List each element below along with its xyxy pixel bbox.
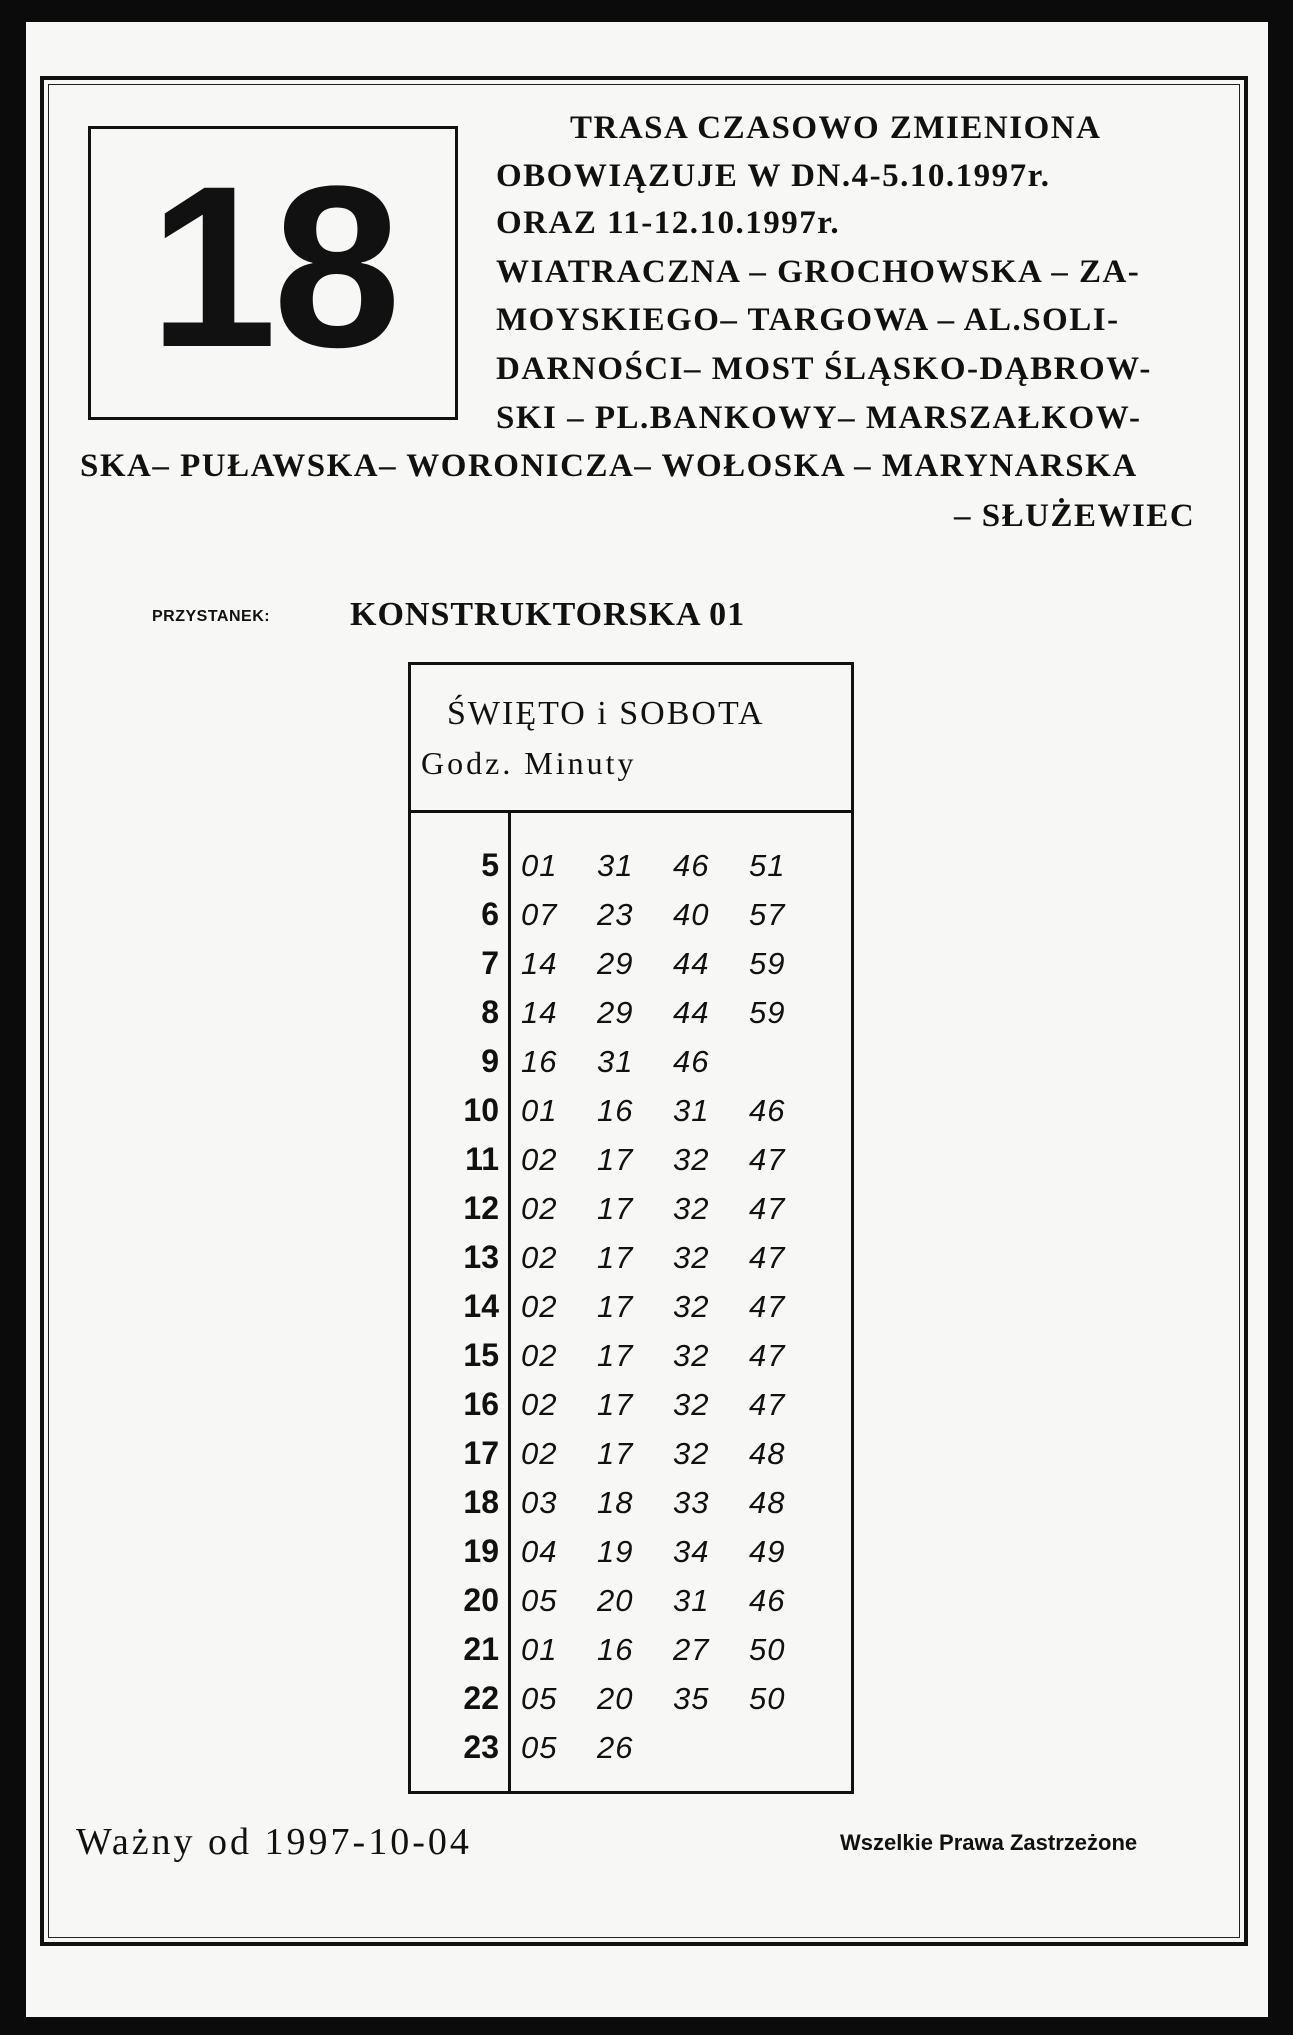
hour-cell: 17	[463, 1435, 499, 1471]
minute-cell: 46	[749, 1093, 786, 1128]
minute-cell: 05	[521, 1681, 558, 1716]
hour-cell: 6	[481, 896, 499, 932]
minute-cell: 17	[597, 1387, 634, 1422]
minute-cell: 47	[749, 1289, 786, 1324]
table-row	[411, 841, 851, 890]
stop-label: PRZYSTANEK:	[152, 608, 271, 625]
route-line: – SŁUŻEWIEC	[954, 498, 1196, 534]
minute-cell: 47	[749, 1240, 786, 1275]
minute-cell: 02	[521, 1142, 558, 1177]
minute-cell: 33	[673, 1485, 710, 1520]
minute-cell: 48	[749, 1436, 786, 1471]
rights-notice: Wszelkie Prawa Zastrzeżone	[840, 1830, 1138, 1855]
minute-cell: 02	[521, 1387, 558, 1422]
table-row	[411, 988, 851, 1037]
minute-cell: 32	[673, 1387, 710, 1422]
minute-cell: 32	[673, 1240, 710, 1275]
line-number: 18	[149, 138, 397, 395]
minute-cell: 02	[521, 1436, 558, 1471]
minute-cell: 57	[749, 897, 786, 932]
hour-cell: 19	[463, 1533, 499, 1569]
minute-cell: 44	[673, 946, 710, 981]
minute-cell: 35	[673, 1681, 710, 1716]
minute-cell: 32	[673, 1289, 710, 1324]
table-row	[411, 1576, 851, 1625]
minute-cell: 16	[521, 1044, 558, 1079]
hour-cell: 22	[463, 1680, 499, 1716]
table-row	[411, 1478, 851, 1527]
minute-cell: 47	[749, 1387, 786, 1422]
route-line: SKA– PUŁAWSKA– WORONICZA– WOŁOSKA – MARYNARSKA	[80, 448, 1138, 484]
table-row	[411, 1674, 851, 1723]
minute-cell: 17	[597, 1191, 634, 1226]
minute-cell: 50	[749, 1681, 786, 1716]
minute-cell: 31	[597, 848, 634, 883]
hour-cell: 15	[463, 1337, 499, 1373]
minute-cell: 31	[673, 1093, 710, 1128]
table-row	[411, 1625, 851, 1674]
hour-cell: 7	[481, 945, 499, 981]
departure-rows	[411, 841, 851, 1772]
minute-cell: 01	[521, 848, 558, 883]
minute-cell: 05	[521, 1583, 558, 1618]
day-type: ŚWIĘTO i SOBOTA	[447, 695, 765, 732]
table-row	[411, 1723, 851, 1772]
minute-cell: 50	[749, 1632, 786, 1667]
minute-cell: 23	[597, 897, 634, 932]
minute-cell: 17	[597, 1289, 634, 1324]
table-row	[411, 1380, 851, 1429]
minute-cell: 18	[597, 1485, 634, 1520]
minute-cell: 46	[749, 1583, 786, 1618]
table-row	[411, 1429, 851, 1478]
table-row	[411, 1233, 851, 1282]
table-row	[411, 1086, 851, 1135]
minute-cell: 31	[597, 1044, 634, 1079]
minute-cell: 40	[673, 897, 710, 932]
minute-cell: 31	[673, 1583, 710, 1618]
line-number-box	[88, 126, 458, 420]
minute-cell: 02	[521, 1240, 558, 1275]
minute-cell: 01	[521, 1632, 558, 1667]
route-line: WIATRACZNA – GROCHOWSKA – ZA-	[496, 254, 1141, 290]
minute-cell: 14	[521, 995, 558, 1030]
hour-cell: 18	[463, 1484, 499, 1520]
table-row	[411, 1037, 851, 1086]
minute-cell: 29	[597, 995, 634, 1030]
minute-cell: 59	[749, 946, 786, 981]
minute-cell: 59	[749, 995, 786, 1030]
hour-cell: 21	[463, 1631, 499, 1667]
notice-title: TRASA CZASOWO ZMIENIONA	[570, 110, 1102, 146]
minute-cell: 26	[597, 1730, 634, 1765]
minute-cell: 47	[749, 1338, 786, 1373]
valid-from: Ważny od 1997-10-04	[76, 1821, 472, 1863]
table-row	[411, 1282, 851, 1331]
minute-cell: 32	[673, 1338, 710, 1373]
minute-cell: 44	[673, 995, 710, 1030]
minute-cell: 17	[597, 1436, 634, 1471]
minute-cell: 32	[673, 1436, 710, 1471]
minute-cell: 05	[521, 1730, 558, 1765]
table-header	[411, 665, 851, 813]
minute-cell: 03	[521, 1485, 558, 1520]
table-row	[411, 1184, 851, 1233]
table-row	[411, 1527, 851, 1576]
hour-cell: 11	[465, 1141, 499, 1177]
hour-cell: 23	[463, 1729, 499, 1765]
minute-cell: 48	[749, 1485, 786, 1520]
minute-cell: 20	[597, 1681, 634, 1716]
hour-cell: 5	[481, 847, 499, 883]
minute-cell: 34	[673, 1534, 710, 1569]
minute-cell: 07	[521, 897, 558, 932]
minute-cell: 27	[673, 1632, 710, 1667]
minute-cell: 32	[673, 1142, 710, 1177]
minute-cell: 47	[749, 1191, 786, 1226]
table-row	[411, 1331, 851, 1380]
hour-cell: 8	[481, 994, 499, 1030]
minute-cell: 02	[521, 1191, 558, 1226]
hour-cell: 16	[463, 1386, 499, 1422]
minute-cell: 17	[597, 1338, 634, 1373]
hour-cell: 13	[463, 1239, 499, 1275]
notice-line: OBOWIĄZUJE W DN.4-5.10.1997r.	[496, 158, 1051, 194]
hour-cell: 20	[463, 1582, 499, 1618]
route-line: MOYSKIEGO– TARGOWA – AL.SOLI-	[496, 302, 1120, 338]
column-headers: Godz. Minuty	[421, 745, 637, 781]
minute-cell: 14	[521, 946, 558, 981]
minute-cell: 17	[597, 1240, 634, 1275]
minute-cell: 16	[597, 1632, 634, 1667]
minute-cell: 29	[597, 946, 634, 981]
minute-cell: 51	[749, 848, 786, 883]
route-line: SKI – PL.BANKOWY– MARSZAŁKOW-	[496, 400, 1142, 436]
minute-cell: 19	[597, 1534, 634, 1569]
minute-cell: 02	[521, 1289, 558, 1324]
minute-cell: 17	[597, 1142, 634, 1177]
stop-name: KONSTRUKTORSKA 01	[350, 596, 746, 633]
hour-cell: 10	[463, 1092, 499, 1128]
minute-cell: 32	[673, 1191, 710, 1226]
hour-cell: 12	[463, 1190, 499, 1226]
hour-cell: 14	[463, 1288, 499, 1324]
minute-cell: 04	[521, 1534, 558, 1569]
minute-cell: 46	[673, 848, 710, 883]
minute-cell: 16	[597, 1093, 634, 1128]
minute-cell: 20	[597, 1583, 634, 1618]
table-row	[411, 1135, 851, 1184]
table-row	[411, 939, 851, 988]
route-line: DARNOŚCI– MOST ŚLĄSKO-DĄBROW-	[496, 351, 1152, 387]
departure-table	[408, 662, 854, 1794]
hour-cell: 9	[481, 1043, 499, 1079]
table-row	[411, 890, 851, 939]
minute-cell: 01	[521, 1093, 558, 1128]
minute-cell: 02	[521, 1338, 558, 1373]
minute-cell: 49	[749, 1534, 786, 1569]
notice-line: ORAZ 11-12.10.1997r.	[496, 205, 841, 241]
minute-cell: 46	[673, 1044, 710, 1079]
minute-cell: 47	[749, 1142, 786, 1177]
